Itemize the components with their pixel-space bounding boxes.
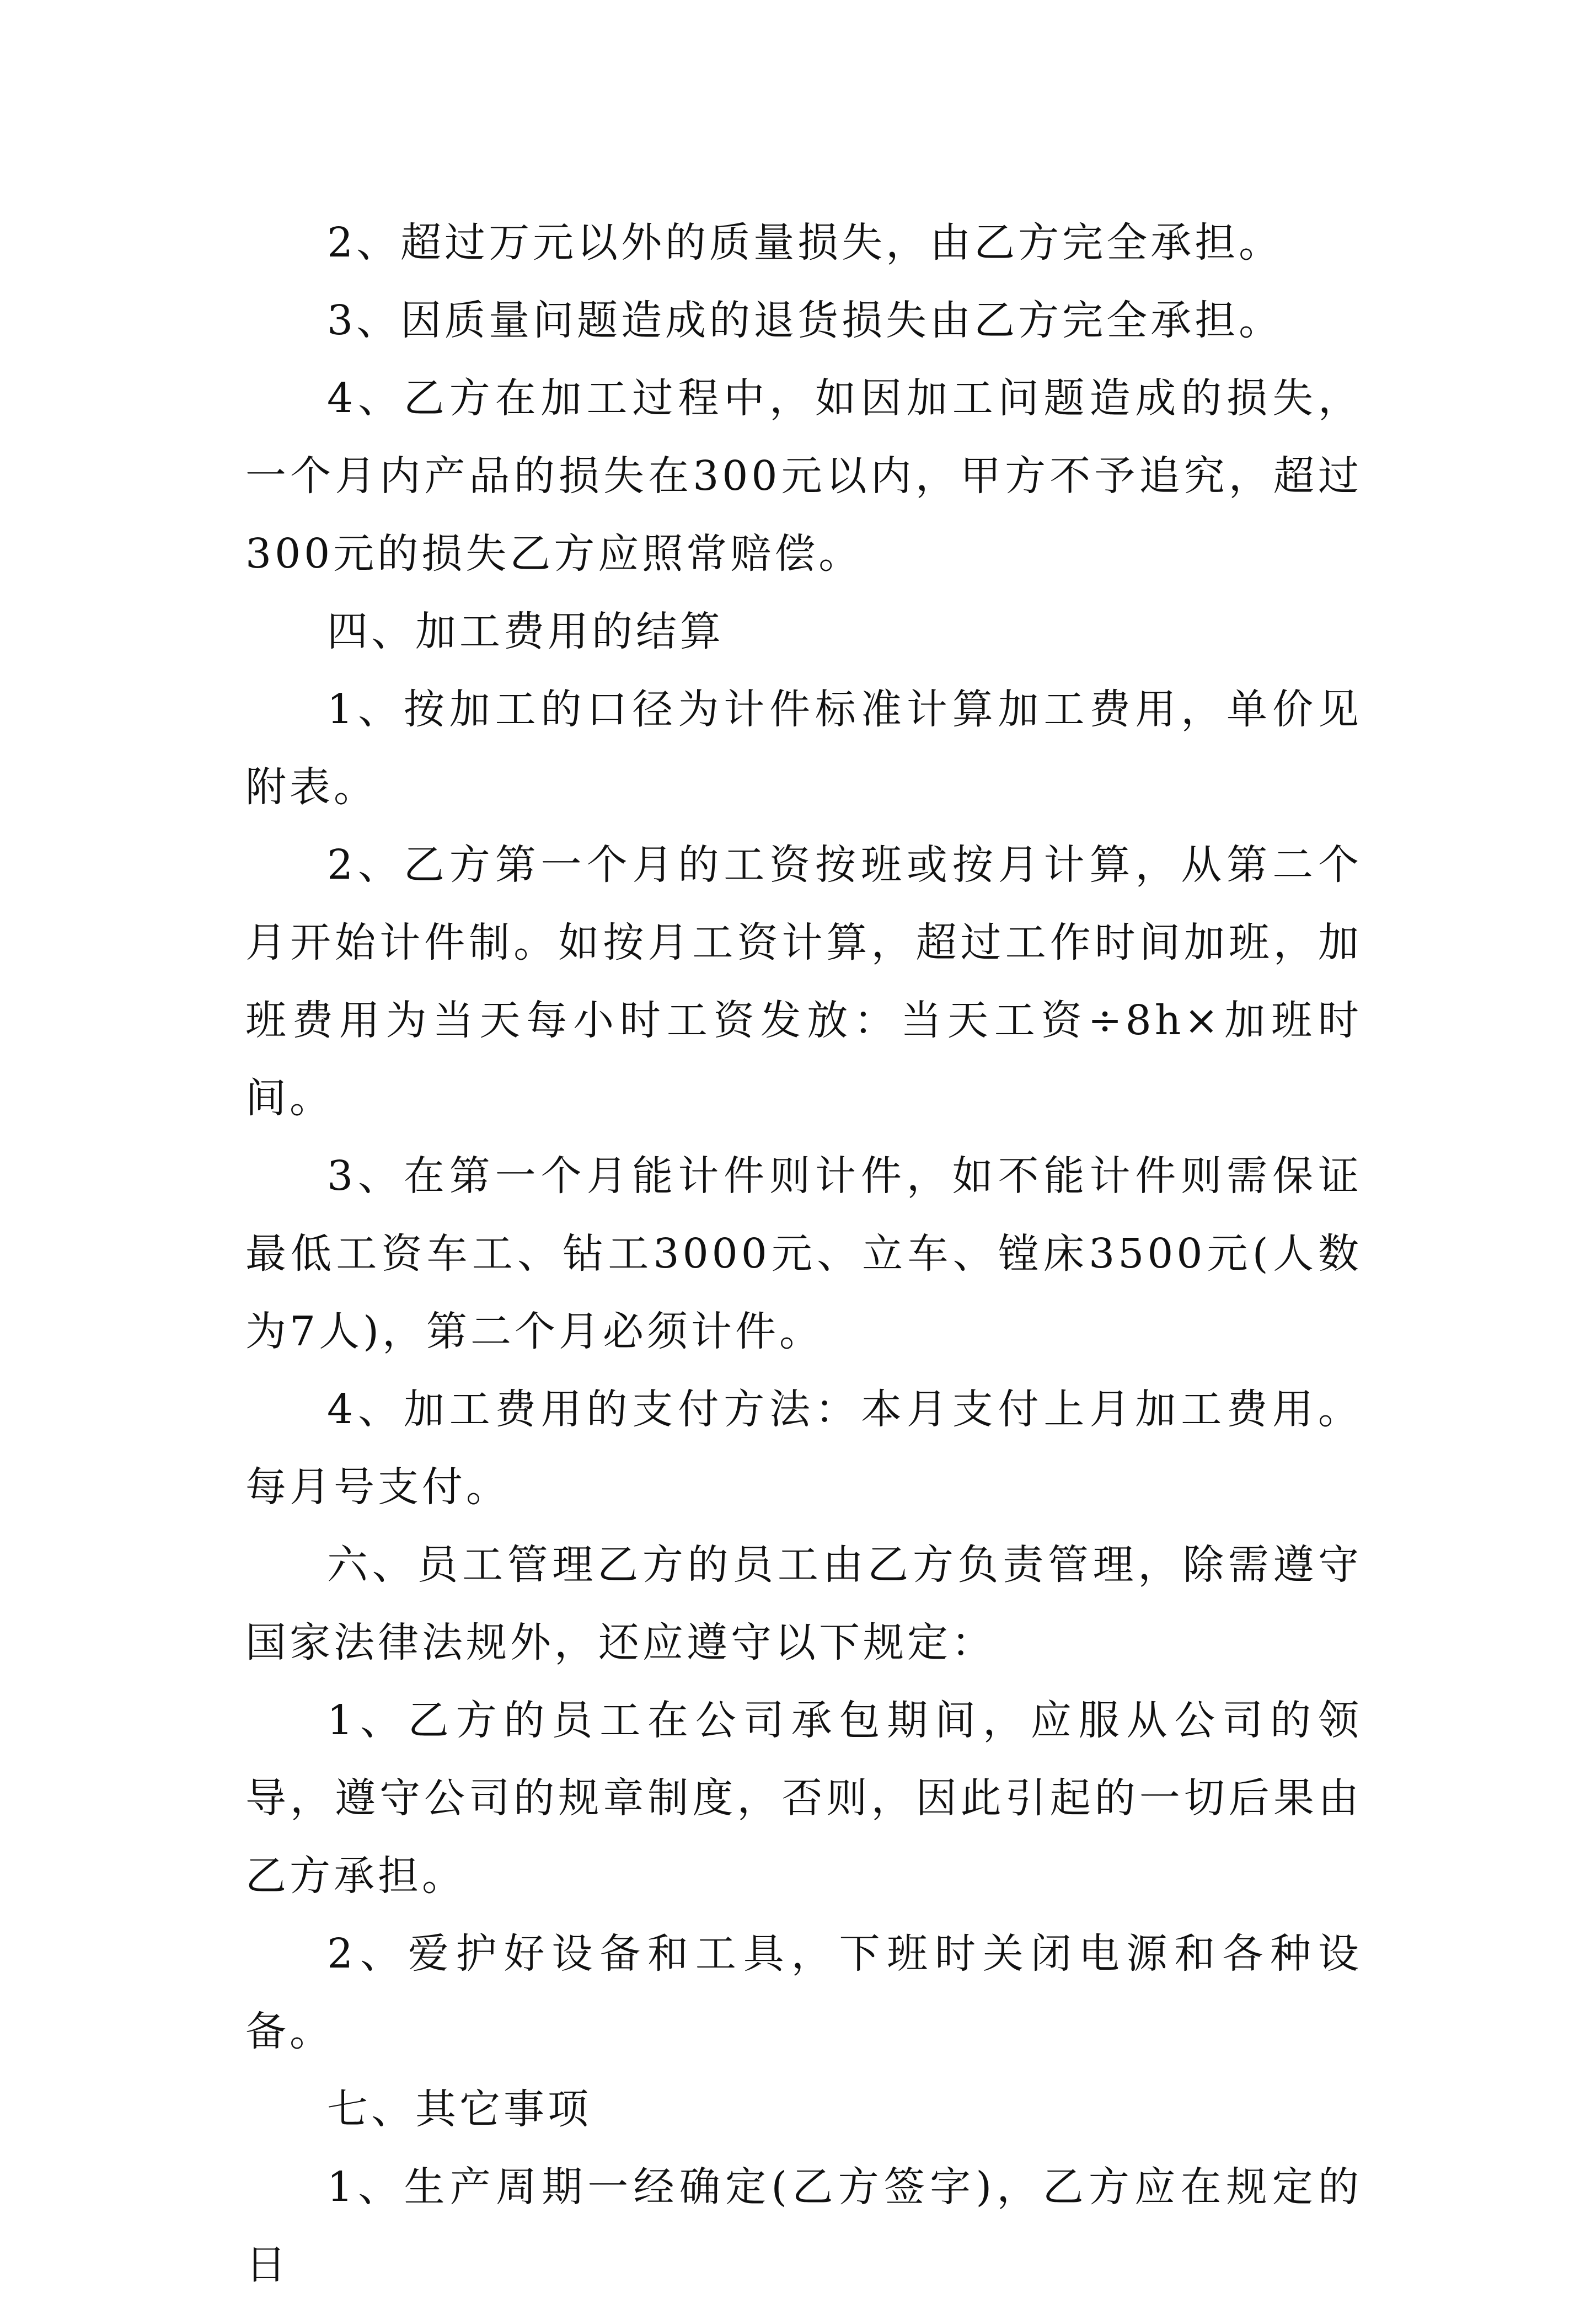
paragraph: 1、乙方的员工在公司承包期间，应服从公司的领导，遵守公司的规章制度，否则，因此引起的一切后果由乙方承担。 — [245, 1697, 1362, 1900]
paragraph: 2、爱护好设备和工具，下班时关闭电源和各种设备。 — [245, 1930, 1362, 2055]
paragraph: 1、生产周期一经确定(乙方签字)，乙方应在规定的日 — [245, 2163, 1362, 2289]
paragraph: 1、按加工的口径为计件标准计算加工费用，单价见附表。 — [245, 686, 1362, 811]
section-heading: 六、员工管理乙方的员工由乙方负责管理，除需遵守国家法律法规外，还应遵守以下规定： — [245, 1541, 1362, 1666]
paragraph: 3、在第一个月能计件则计件，如不能计件则需保证最低工资车工、钻工3000元、立车、镗床3500元(人数为7人)，第二个月必须计件。 — [245, 1152, 1362, 1355]
paragraph: 4、乙方在加工过程中，如因加工问题造成的损失，一个月内产品的损失在300元以内，甲方不予追究，超过300元的损失乙方应照常赔偿。 — [245, 375, 1362, 578]
section-heading: 四、加工费用的结算 — [327, 608, 724, 655]
section-heading: 七、其它事项 — [327, 2086, 592, 2133]
document-body — [245, 204, 1362, 2304]
paragraph: 2、超过万元以外的质量损失，由乙方完全承担。 — [327, 219, 1283, 266]
paragraph: 2、乙方第一个月的工资按班或按月计算，从第二个月开始计件制。如按月工资计算，超过工作时间加班，加班费用为当天每小时工资发放：当天工资÷8h×加班时间。 — [245, 841, 1362, 1122]
paragraph: 3、因质量问题造成的退货损失由乙方完全承担。 — [327, 297, 1283, 344]
paragraph: 4、加工费用的支付方法：本月支付上月加工费用。每月号支付。 — [245, 1386, 1362, 1511]
